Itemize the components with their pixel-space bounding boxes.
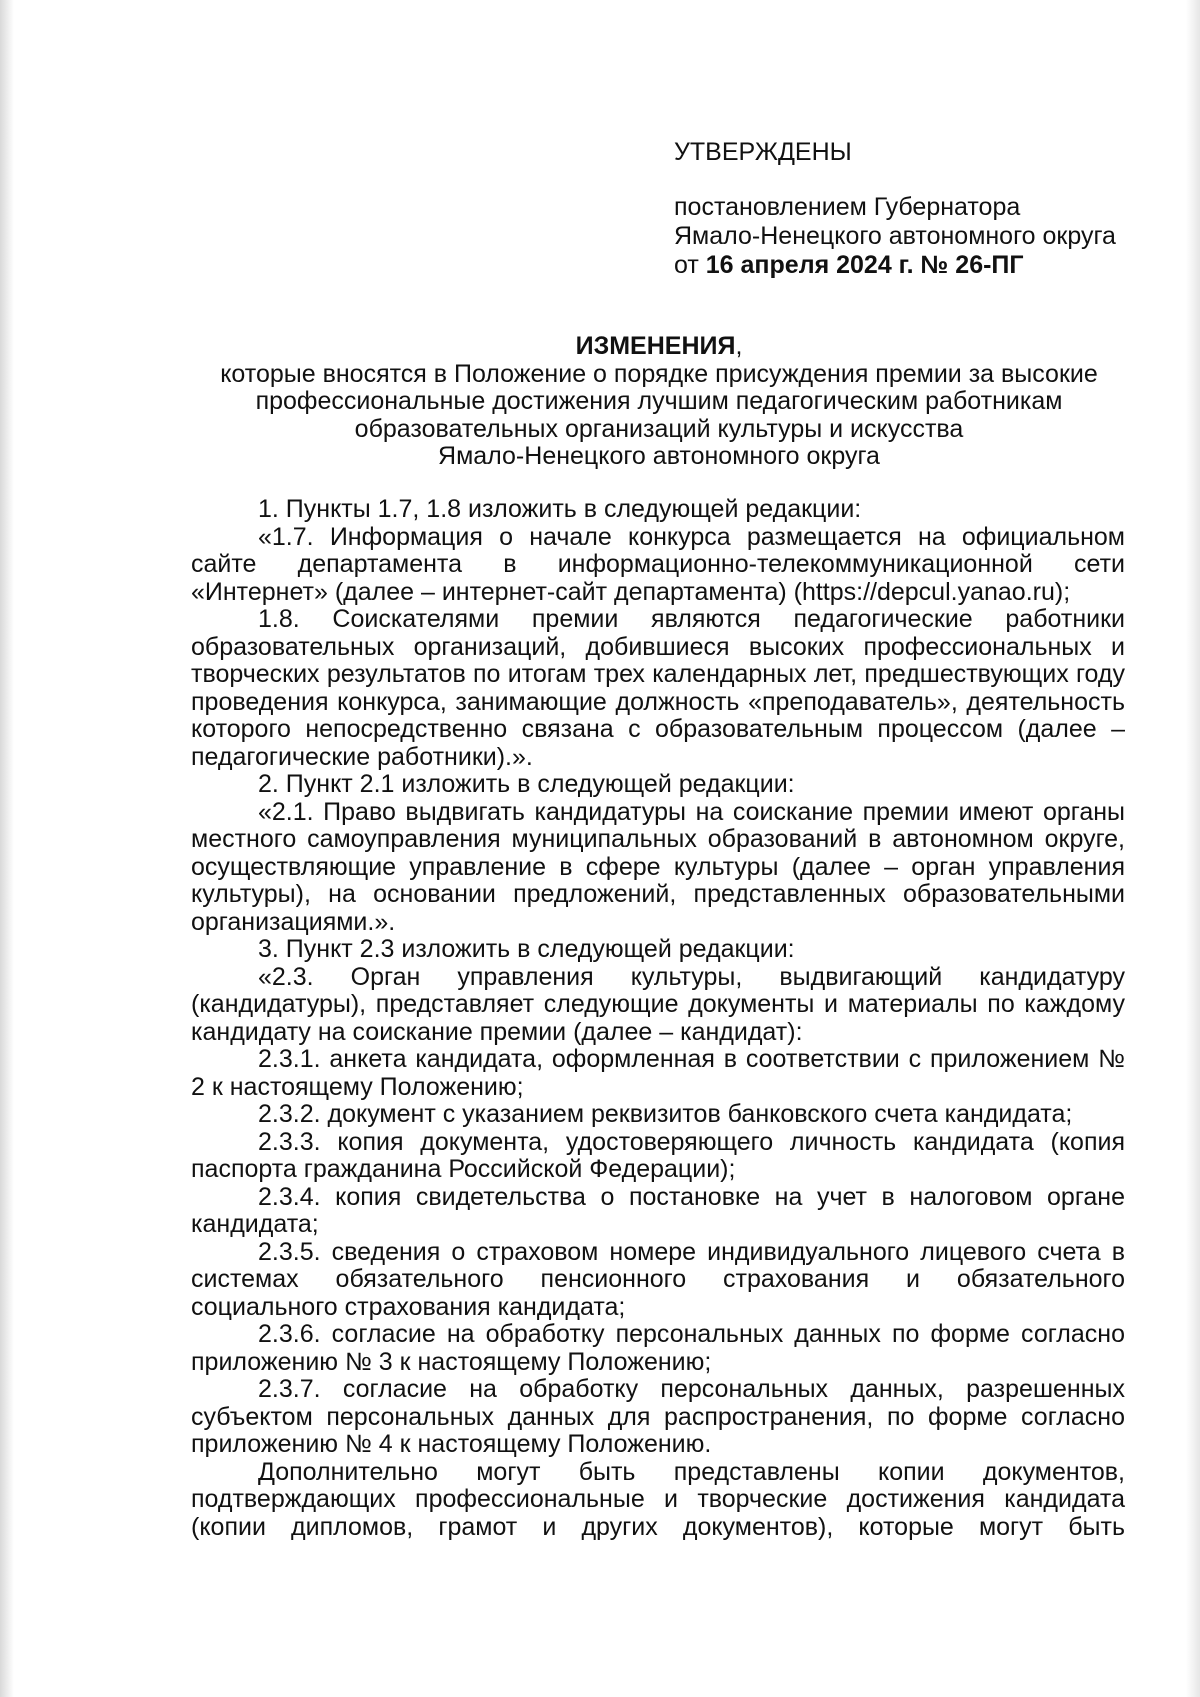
approval-block: [674, 138, 1144, 280]
paragraph-item-2-3-7: 2.3.7. согласие на обработку персональных данных, разрешенных субъектом персональных данных для распространения, по форме согласно приложению № 4 к настоящему Положению.: [191, 1375, 1125, 1458]
approval-line-2: Ямало-Ненецкого автономного округа: [674, 222, 1116, 250]
approval-date-line: [674, 251, 1144, 280]
page-right-edge-shadow: [1186, 0, 1200, 1697]
paragraph-item-2-3: «2.3. Орган управления культуры, выдвигающий кандидатуру (кандидатуры), представляет следующие документы и материалы по каждому кандидату на соискание премии (далее – кандидат):: [191, 962, 1125, 1046]
paragraph-item-2-3-5: 2.3.5. сведения о страховом номере индивидуального лицевого счета в системах обязательного пенсионного страхования и обязательного социального страхования кандидата;: [191, 1237, 1125, 1321]
paragraph-item-2-3-6: 2.3.6. согласие на обработку персональных данных по форме согласно приложению № 3 к настоящему Положению;: [191, 1320, 1125, 1376]
paragraph-item-1-7: «1.7. Информация о начале конкурса размещается на официальном сайте департамента в информационно-телекоммуникационной сети «Интернет» (далее – интернет-сайт департамента) (https://depcul.yanao.ru);: [191, 522, 1125, 606]
paragraph-item-2-3-3: 2.3.3. копия документа, удостоверяющего личность кандидата (копия паспорта гражданина Российской Федерации);: [191, 1127, 1125, 1183]
document-heading-text: ИЗМЕНЕНИЯ: [575, 332, 736, 360]
paragraph-additional-documents: Дополнительно могут быть представлены копии документов, подтверждающих профессиональные и творческие достижения кандидата (копии дипломов, грамот и других документов), которые могут быть: [191, 1457, 1125, 1541]
paragraph-item-3: 3. Пункт 2.3 изложить в следующей редакции:: [258, 935, 795, 963]
document-title-block: [190, 333, 1128, 471]
document-subtitle-line-4: Ямало-Ненецкого автономного округа: [438, 442, 880, 470]
approval-date-prefix: от: [674, 251, 699, 279]
paragraph-item-2-1: «2.1. Право выдвигать кандидатуры на соискание премии имеют органы местного самоуправления муниципальных образований в автономном округе, осуществляющие управление в сфере культуры (далее – орган управления культуры), на основании предложений, представленных образовательными организациями.».: [191, 797, 1125, 936]
document-subtitle-line-1: которые вносятся в Положение о порядке присуждения премии за высокие: [220, 359, 1098, 388]
document-body: [191, 496, 1125, 1541]
paragraph-item-1-8: 1.8. Соискателями премии являются педагогические работники образовательных организаций, добившиеся высоких профессиональных и творческих результатов по итогам трех календарных лет, предшествующих году проведения конкурса, занимающие должность «преподаватель», деятельность которого непосредственно связана с образовательным процессом (далее – педагогические работники).».: [191, 605, 1125, 771]
document-subtitle-line-3: образовательных организаций культуры и искусства: [354, 414, 964, 443]
paragraph-item-2-3-4: 2.3.4. копия свидетельства о постановке на учет в налоговом органе кандидата;: [191, 1182, 1125, 1238]
document-heading: [190, 333, 1128, 361]
paragraph-item-1: 1. Пункты 1.7, 1.8 изложить в следующей редакции:: [258, 495, 862, 523]
page-left-edge-shadow: [0, 0, 14, 1697]
document-subtitle-line-2: профессиональные достижения лучшим педагогическим работникам: [255, 387, 1063, 415]
approval-stamp: УТВЕРЖДЕНЫ: [674, 138, 852, 166]
paragraph-item-2: 2. Пункт 2.1 изложить в следующей редакции:: [258, 770, 795, 798]
approval-line-1: постановлением Губернатора: [674, 193, 1021, 221]
paragraph-item-2-3-2: 2.3.2. документ с указанием реквизитов банковского счета кандидата;: [258, 1100, 1073, 1128]
approval-date-value: 16 апреля 2024 г. № 26-ПГ: [705, 251, 1024, 279]
paragraph-item-2-3-1: 2.3.1. анкета кандидата, оформленная в соответствии с приложением № 2 к настоящему Положению;: [191, 1045, 1125, 1101]
document-heading-comma: ,: [735, 332, 743, 360]
